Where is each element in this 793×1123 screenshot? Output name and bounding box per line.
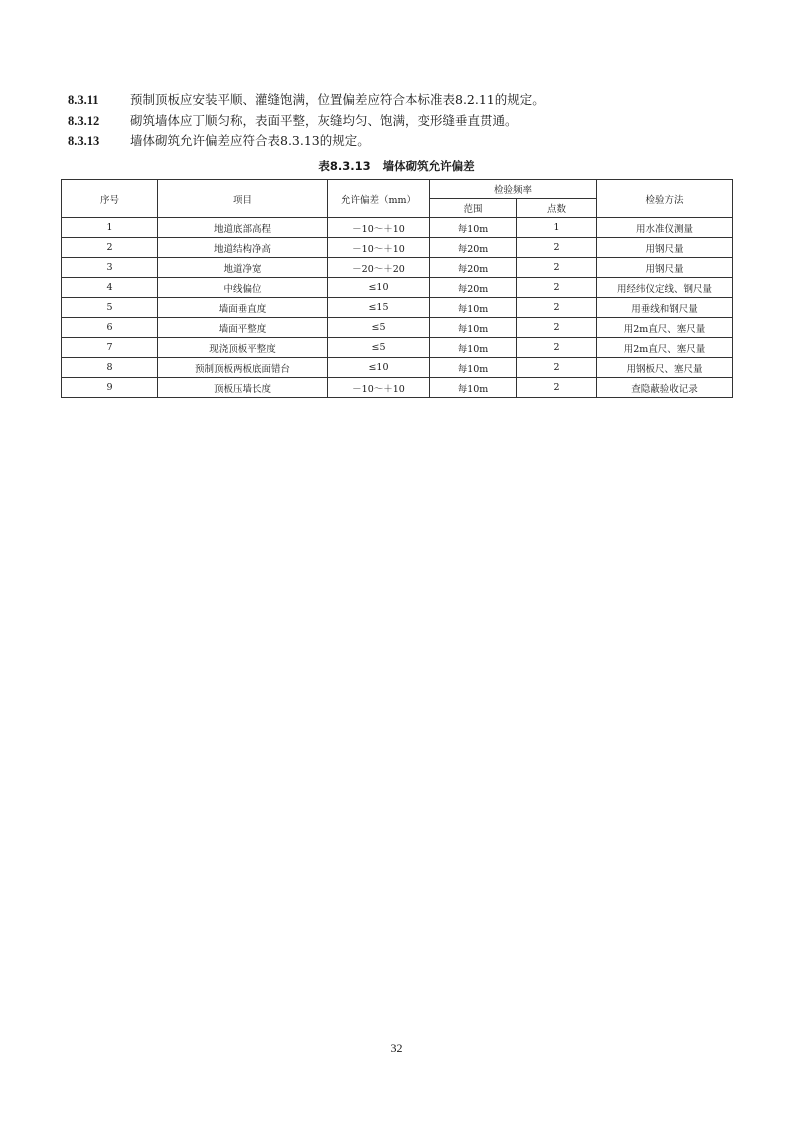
header-seq: 序号 [62, 180, 158, 218]
cell-seq: 7 [62, 338, 158, 358]
cell-deviation: ≤15 [328, 298, 430, 318]
cell-method: 用经纬仪定线、钢尺量 [597, 278, 733, 298]
header-deviation: 允许偏差（mm） [328, 180, 430, 218]
cell-item: 现浇顶板平整度 [158, 338, 328, 358]
cell-range: 每10m [430, 218, 517, 238]
table-row [62, 278, 733, 298]
cell-item: 地道净宽 [158, 258, 328, 278]
cell-seq: 8 [62, 358, 158, 378]
cell-item: 地道结构净高 [158, 238, 328, 258]
cell-seq: 5 [62, 298, 158, 318]
page-number: 32 [390, 1041, 403, 1055]
cell-range: 每10m [430, 298, 517, 318]
table-row [62, 238, 733, 258]
cell-range: 每10m [430, 338, 517, 358]
cell-points: 2 [517, 258, 597, 278]
deviation-table [61, 179, 733, 398]
clause-text: 砌筑墙体应丁顺匀称，表面平整，灰缝均匀、饱满，变形缝垂直贯通。 [130, 113, 518, 128]
cell-item: 中线偏位 [158, 278, 328, 298]
cell-method: 用钢板尺、塞尺量 [597, 358, 733, 378]
cell-method: 用水准仪测量 [597, 218, 733, 238]
cell-deviation: －10～＋10 [328, 238, 430, 258]
cell-range: 每20m [430, 278, 517, 298]
table-row [62, 258, 733, 278]
cell-method: 查隐蔽验收记录 [597, 378, 733, 398]
header-frequency: 检验频率 [430, 180, 597, 199]
cell-item: 墙面垂直度 [158, 298, 328, 318]
table-caption-title: 墙体砌筑允许偏差 [382, 159, 475, 173]
cell-range: 每10m [430, 378, 517, 398]
cell-deviation: －10～＋10 [328, 218, 430, 238]
table-row [62, 218, 733, 238]
header-range: 范围 [430, 199, 517, 218]
cell-item: 地道底部高程 [158, 218, 328, 238]
cell-points: 2 [517, 338, 597, 358]
clause-8-3-13 [68, 133, 370, 149]
clause-number: 8.3.11 [68, 93, 99, 107]
cell-item: 墙面平整度 [158, 318, 328, 338]
table-row [62, 298, 733, 318]
clause-number: 8.3.12 [68, 114, 100, 128]
cell-range: 每20m [430, 258, 517, 278]
cell-points: 2 [517, 278, 597, 298]
cell-deviation: －10～＋10 [328, 378, 430, 398]
cell-deviation: ≤10 [328, 278, 430, 298]
cell-seq: 1 [62, 218, 158, 238]
cell-points: 2 [517, 238, 597, 258]
cell-method: 用钢尺量 [597, 258, 733, 278]
clause-text: 预制顶板应安装平顺、灌缝饱满，位置偏差应符合本标准表8.2.11的规定。 [130, 92, 545, 107]
clause-8-3-12 [68, 113, 518, 129]
clause-text: 墙体砌筑允许偏差应符合表8.3.13的规定。 [130, 133, 370, 148]
table-caption [0, 158, 793, 174]
cell-seq: 2 [62, 238, 158, 258]
cell-range: 每10m [430, 358, 517, 378]
table-row [62, 318, 733, 338]
table-row [62, 378, 733, 398]
cell-method: 用垂线和钢尺量 [597, 298, 733, 318]
table-row [62, 338, 733, 358]
cell-points: 2 [517, 318, 597, 338]
cell-method: 用钢尺量 [597, 238, 733, 258]
cell-points: 2 [517, 298, 597, 318]
cell-deviation: －20～＋20 [328, 258, 430, 278]
cell-item: 顶板压墙长度 [158, 378, 328, 398]
cell-seq: 9 [62, 378, 158, 398]
cell-points: 2 [517, 358, 597, 378]
header-item: 项目 [158, 180, 328, 218]
cell-range: 每20m [430, 238, 517, 258]
cell-deviation: ≤10 [328, 358, 430, 378]
cell-deviation: ≤5 [328, 318, 430, 338]
cell-points: 2 [517, 378, 597, 398]
cell-seq: 6 [62, 318, 158, 338]
cell-method: 用2m直尺、塞尺量 [597, 318, 733, 338]
cell-seq: 4 [62, 278, 158, 298]
cell-item: 预制顶板两板底面错台 [158, 358, 328, 378]
header-points: 点数 [517, 199, 597, 218]
clause-8-3-11 [68, 92, 545, 108]
cell-points: 1 [517, 218, 597, 238]
cell-deviation: ≤5 [328, 338, 430, 358]
table-caption-number: 表8.3.13 [318, 159, 371, 173]
cell-seq: 3 [62, 258, 158, 278]
header-method: 检验方法 [597, 180, 733, 218]
cell-method: 用2m直尺、塞尺量 [597, 338, 733, 358]
cell-range: 每10m [430, 318, 517, 338]
clause-number: 8.3.13 [68, 134, 100, 148]
table-row [62, 358, 733, 378]
